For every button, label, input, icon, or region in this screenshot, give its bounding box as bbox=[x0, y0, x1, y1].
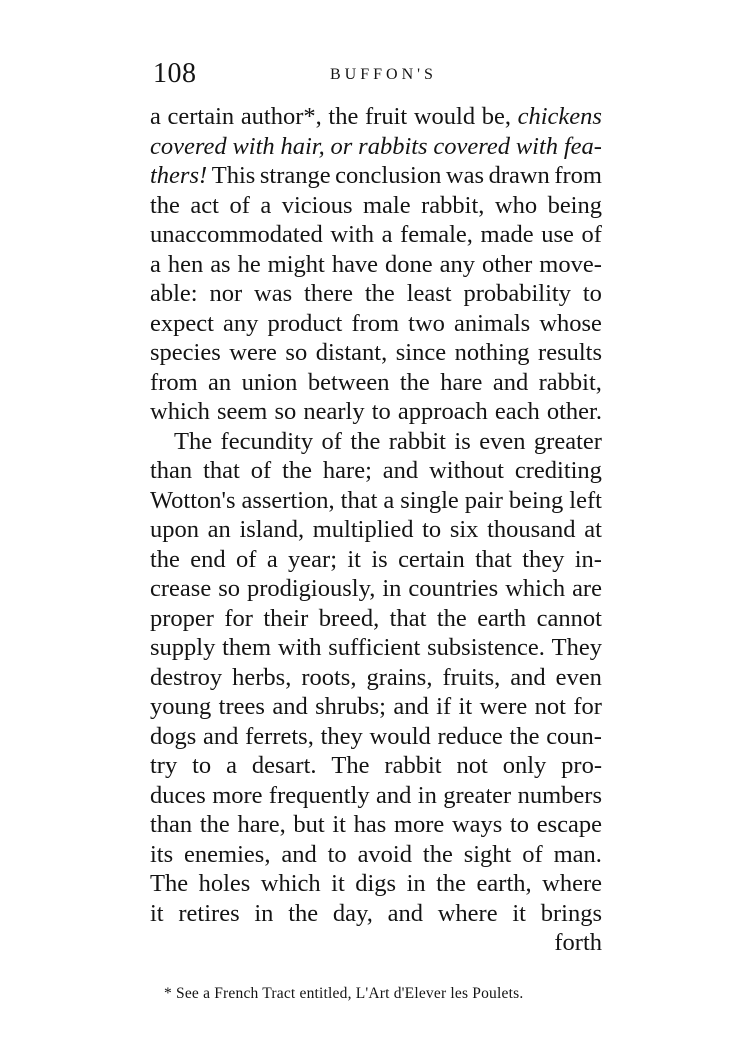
word: to bbox=[582, 280, 602, 307]
word: escape bbox=[536, 811, 602, 838]
word: if bbox=[436, 693, 452, 720]
word: countries bbox=[408, 575, 499, 602]
word: grains, bbox=[366, 663, 433, 691]
page-header bbox=[150, 58, 600, 98]
word: whose bbox=[539, 309, 602, 337]
word: chickens bbox=[517, 103, 602, 130]
word: an bbox=[207, 516, 231, 543]
word: that bbox=[389, 604, 427, 632]
word: rabbit bbox=[388, 427, 446, 455]
word: the bbox=[150, 545, 180, 573]
word: and bbox=[387, 899, 423, 927]
word: were bbox=[479, 693, 528, 720]
word: a bbox=[383, 486, 395, 514]
word: male bbox=[363, 191, 411, 219]
word: or bbox=[330, 132, 353, 160]
word: certain bbox=[398, 545, 465, 573]
word: not bbox=[456, 752, 488, 779]
word: that bbox=[475, 545, 512, 573]
word: author*, bbox=[240, 103, 322, 130]
word: multiplied bbox=[312, 516, 414, 543]
word: so bbox=[274, 398, 297, 425]
word: sufficient bbox=[328, 634, 421, 661]
text-line bbox=[150, 338, 602, 368]
word: the bbox=[436, 870, 467, 897]
word: coun- bbox=[546, 722, 602, 750]
word: who bbox=[494, 191, 538, 219]
text-line bbox=[150, 161, 602, 191]
word: the bbox=[199, 811, 230, 838]
word: with bbox=[330, 221, 374, 248]
word: cannot bbox=[536, 604, 602, 632]
word: covered bbox=[150, 132, 227, 160]
word: pair bbox=[464, 486, 503, 514]
word: to bbox=[371, 398, 391, 425]
word: unaccommodated bbox=[150, 221, 323, 248]
text-line bbox=[150, 545, 602, 575]
word: where bbox=[542, 870, 602, 897]
word: avoid bbox=[357, 840, 412, 868]
word: the bbox=[328, 103, 359, 130]
word: of bbox=[581, 221, 602, 248]
word: where bbox=[437, 899, 498, 927]
word: certain bbox=[167, 103, 235, 130]
word: with bbox=[515, 132, 559, 160]
word: to bbox=[327, 840, 347, 868]
word: ways bbox=[451, 811, 503, 838]
word: of bbox=[250, 457, 272, 484]
text-line bbox=[150, 928, 602, 958]
word: enemies, bbox=[184, 840, 271, 868]
word: so bbox=[285, 339, 308, 366]
word: from bbox=[150, 368, 198, 396]
text-line bbox=[150, 692, 602, 722]
word: single bbox=[400, 486, 459, 514]
word: it bbox=[347, 545, 361, 573]
running-head: BUFFON'S bbox=[330, 66, 437, 83]
word: in bbox=[382, 575, 402, 602]
text-line bbox=[150, 663, 602, 693]
word: be, bbox=[481, 103, 511, 130]
word: conclusion bbox=[335, 162, 442, 189]
word: are bbox=[572, 575, 602, 602]
word: trees bbox=[218, 693, 265, 720]
word: other. bbox=[546, 398, 602, 425]
word: being bbox=[508, 486, 564, 514]
word: hen bbox=[167, 250, 204, 278]
word: results bbox=[538, 339, 602, 366]
text-line bbox=[150, 397, 602, 427]
word: even bbox=[479, 427, 526, 455]
word: holes bbox=[198, 870, 251, 897]
word: use bbox=[541, 221, 574, 248]
word: have bbox=[331, 250, 379, 278]
word: their bbox=[263, 604, 309, 632]
text-line bbox=[150, 574, 602, 604]
word: it bbox=[331, 870, 345, 897]
word: approach bbox=[397, 398, 488, 425]
word: being bbox=[547, 191, 602, 219]
word: it bbox=[458, 693, 473, 720]
text-line bbox=[150, 810, 602, 840]
text-line bbox=[150, 191, 602, 221]
word: greater bbox=[533, 427, 602, 455]
word: a bbox=[150, 103, 161, 130]
text-line bbox=[150, 486, 602, 516]
word: fea- bbox=[563, 132, 602, 160]
word: earth bbox=[477, 604, 527, 632]
word: nearly bbox=[303, 398, 365, 425]
text-line bbox=[150, 840, 602, 870]
word: rabbit, bbox=[421, 191, 485, 219]
text-line bbox=[150, 132, 602, 162]
word: its bbox=[150, 840, 174, 868]
word: with bbox=[277, 634, 322, 661]
word: left bbox=[569, 486, 602, 514]
text-line bbox=[150, 781, 602, 811]
word: and bbox=[203, 722, 239, 750]
word: fruits, bbox=[442, 663, 501, 691]
word: expect bbox=[150, 309, 214, 337]
word: pro- bbox=[561, 752, 602, 779]
word: seem bbox=[217, 398, 268, 425]
word: female, bbox=[400, 221, 473, 248]
word: digs bbox=[355, 870, 397, 897]
word: in bbox=[406, 870, 426, 897]
word: greater bbox=[443, 781, 512, 809]
word: able: bbox=[150, 280, 198, 307]
word: to bbox=[422, 516, 442, 543]
word: end bbox=[190, 545, 226, 573]
word: they bbox=[320, 722, 363, 750]
word: since bbox=[395, 339, 447, 366]
word: dogs bbox=[150, 722, 197, 750]
word: as bbox=[210, 250, 231, 278]
word: vicious bbox=[281, 191, 353, 219]
text-line bbox=[150, 368, 602, 398]
word: for bbox=[224, 604, 253, 632]
text-line bbox=[150, 309, 602, 339]
word: fruit bbox=[365, 103, 408, 130]
word: They bbox=[551, 634, 602, 661]
word: it bbox=[512, 899, 526, 927]
text-line bbox=[150, 427, 602, 457]
word: only bbox=[502, 752, 547, 779]
word: any bbox=[439, 250, 475, 278]
word: The bbox=[150, 870, 189, 897]
word: even bbox=[555, 663, 602, 691]
text-line bbox=[150, 604, 602, 634]
word: than bbox=[150, 811, 193, 838]
word: animals bbox=[454, 309, 531, 337]
word: day, bbox=[332, 899, 373, 927]
word: prodigiously, bbox=[246, 575, 376, 602]
word: upon bbox=[150, 516, 199, 543]
word: crediting bbox=[514, 457, 602, 484]
footnote: * See a French Tract entitled, L'Art d'Elever les Poulets. bbox=[164, 985, 524, 1002]
word: retires bbox=[178, 899, 240, 927]
word: the bbox=[150, 191, 180, 219]
word: and bbox=[510, 663, 546, 691]
word: subsistence. bbox=[427, 634, 545, 661]
word: a bbox=[150, 250, 161, 278]
word: island, bbox=[239, 516, 305, 543]
word: than bbox=[150, 457, 193, 484]
word: at bbox=[584, 516, 602, 543]
word: proper bbox=[150, 604, 214, 632]
text-line bbox=[150, 515, 602, 545]
word: not bbox=[534, 693, 566, 720]
word: and bbox=[272, 693, 308, 720]
word: for bbox=[573, 693, 602, 720]
word: act bbox=[190, 191, 219, 219]
word: might bbox=[267, 250, 325, 278]
word: to bbox=[509, 811, 530, 838]
text-line bbox=[150, 456, 602, 486]
word: there bbox=[304, 280, 353, 307]
word: any bbox=[223, 309, 259, 337]
word: year; bbox=[288, 545, 338, 573]
word: which bbox=[260, 870, 321, 897]
word: duces bbox=[150, 781, 206, 809]
word: product bbox=[267, 309, 343, 337]
word: the bbox=[288, 899, 319, 927]
word: the bbox=[350, 427, 381, 455]
word: ferrets, bbox=[245, 722, 314, 750]
word: of bbox=[229, 191, 250, 219]
word: try bbox=[150, 752, 178, 779]
word: it bbox=[150, 899, 164, 927]
text-line bbox=[150, 722, 602, 752]
word: sight bbox=[463, 840, 512, 868]
word: made bbox=[480, 221, 534, 248]
word: nothing bbox=[454, 339, 530, 366]
word: nor bbox=[209, 280, 243, 307]
word: in bbox=[254, 899, 274, 927]
word: and bbox=[376, 781, 412, 809]
text-line bbox=[150, 279, 602, 309]
word: earth, bbox=[476, 870, 532, 897]
word: an bbox=[208, 368, 232, 396]
word: that bbox=[203, 457, 240, 484]
word: the bbox=[399, 368, 430, 396]
word: union bbox=[241, 368, 298, 396]
word: thers! bbox=[150, 162, 208, 189]
word: that bbox=[340, 486, 378, 514]
word: crease bbox=[150, 575, 212, 602]
word: to bbox=[192, 752, 212, 779]
word: Wotton's bbox=[150, 486, 236, 514]
word: and bbox=[382, 457, 419, 484]
word: more bbox=[212, 781, 263, 809]
word: and bbox=[393, 693, 429, 720]
word: but bbox=[293, 811, 325, 838]
word: roots, bbox=[301, 663, 357, 691]
word: covered bbox=[433, 132, 511, 160]
word: destroy bbox=[150, 663, 223, 691]
word: in bbox=[417, 781, 437, 809]
word: distant, bbox=[315, 339, 388, 366]
word: two bbox=[408, 309, 445, 337]
word: a bbox=[381, 221, 393, 248]
word: man. bbox=[553, 840, 602, 868]
word: it bbox=[332, 811, 346, 838]
word: assertion, bbox=[241, 486, 335, 514]
word: has bbox=[353, 811, 387, 838]
text-line bbox=[150, 220, 602, 250]
word: and bbox=[281, 840, 317, 868]
word: a bbox=[266, 545, 278, 573]
word: hare; bbox=[322, 457, 372, 484]
word: rabbits bbox=[358, 132, 428, 160]
word: he bbox=[237, 250, 261, 278]
word: is bbox=[454, 427, 471, 455]
word: numbers bbox=[517, 781, 602, 809]
word: which bbox=[505, 575, 566, 602]
word: six bbox=[449, 516, 479, 543]
page-number: 108 bbox=[153, 58, 197, 89]
text-line bbox=[150, 899, 602, 929]
word: The bbox=[174, 427, 213, 455]
word: species bbox=[150, 339, 221, 366]
word: without bbox=[429, 457, 504, 484]
word: rabbit, bbox=[538, 368, 602, 396]
text-line bbox=[150, 751, 602, 781]
word: more bbox=[393, 811, 445, 838]
word: supply bbox=[150, 634, 216, 661]
word: young bbox=[150, 693, 212, 720]
word: the bbox=[282, 457, 313, 484]
word: done bbox=[385, 250, 433, 278]
word: of bbox=[522, 840, 543, 868]
word: is bbox=[371, 545, 388, 573]
text-line bbox=[150, 633, 602, 663]
word: forth bbox=[554, 929, 602, 956]
word: breed, bbox=[318, 604, 380, 632]
word: least bbox=[406, 280, 452, 307]
word: the bbox=[364, 280, 395, 307]
word: them bbox=[222, 634, 272, 661]
word: The bbox=[331, 752, 370, 779]
word: and bbox=[492, 368, 529, 396]
word: which bbox=[150, 398, 210, 425]
word: reduce bbox=[437, 722, 503, 750]
word: of bbox=[321, 427, 342, 455]
word: was bbox=[445, 162, 484, 189]
word: strange bbox=[259, 162, 331, 189]
word: the bbox=[436, 604, 467, 632]
word: a bbox=[260, 191, 272, 219]
word: desart. bbox=[251, 752, 317, 779]
word: fecundity bbox=[220, 427, 314, 455]
text-line bbox=[150, 250, 602, 280]
word: thousand bbox=[487, 516, 576, 543]
word: the bbox=[509, 722, 540, 750]
word: move- bbox=[539, 250, 602, 278]
word: with bbox=[232, 132, 275, 160]
word: brings bbox=[540, 899, 602, 927]
text-line bbox=[150, 869, 602, 899]
word: would bbox=[413, 103, 476, 130]
word: of bbox=[236, 545, 257, 573]
word: a bbox=[226, 752, 237, 779]
word: shrubs; bbox=[315, 693, 386, 720]
word: would bbox=[369, 722, 431, 750]
word: from bbox=[554, 162, 602, 189]
word: in- bbox=[574, 545, 602, 573]
word: probability bbox=[463, 280, 571, 307]
word: hare, bbox=[237, 811, 286, 838]
word: rabbit bbox=[384, 752, 442, 779]
word: were bbox=[229, 339, 277, 366]
word: frequently bbox=[268, 781, 370, 809]
word: they bbox=[522, 545, 565, 573]
word: hare bbox=[440, 368, 483, 396]
word: This bbox=[211, 162, 256, 189]
word: each bbox=[494, 398, 540, 425]
word: from bbox=[351, 309, 400, 337]
text-line bbox=[150, 102, 602, 132]
word: was bbox=[254, 280, 293, 307]
word: other bbox=[481, 250, 533, 278]
body-text bbox=[150, 102, 602, 958]
word: herbs, bbox=[232, 663, 292, 691]
word: so bbox=[218, 575, 240, 602]
word: the bbox=[422, 840, 453, 868]
word: hair, bbox=[280, 132, 325, 160]
word: between bbox=[307, 368, 390, 396]
word: drawn bbox=[488, 162, 550, 189]
